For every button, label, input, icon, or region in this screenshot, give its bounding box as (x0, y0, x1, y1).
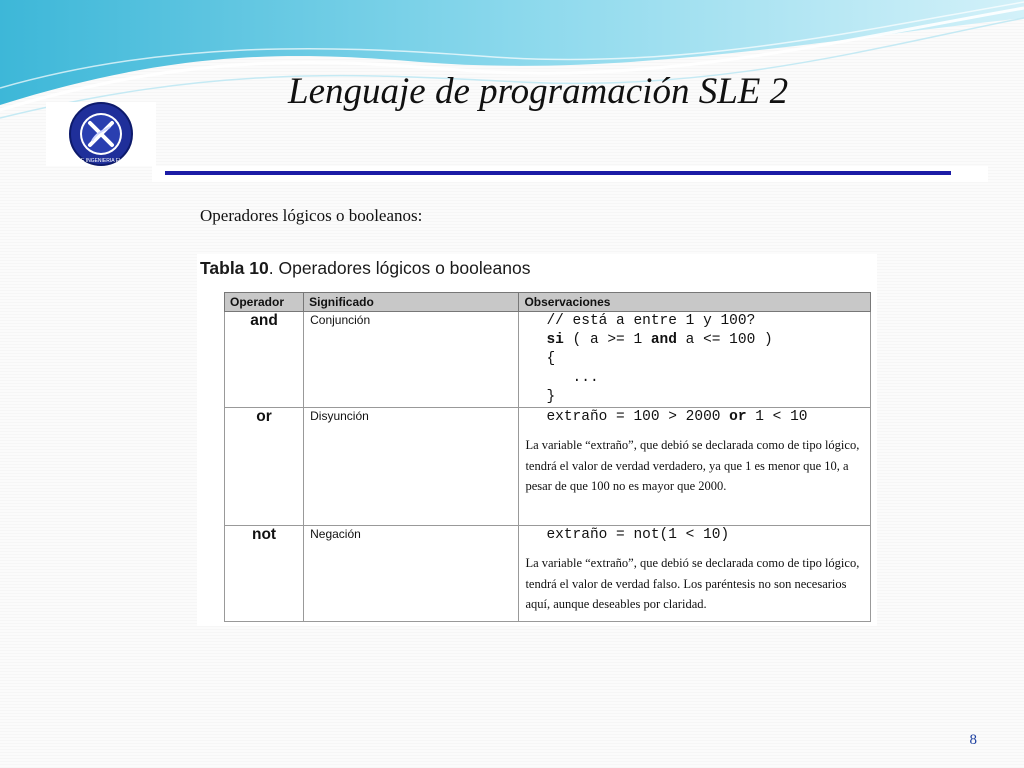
operators-table (224, 292, 871, 622)
page-number: 8 (969, 732, 977, 748)
logo-seal-icon (47, 101, 155, 167)
table-figure (197, 254, 877, 626)
code-line: // está a entre 1 y 100? (546, 313, 756, 329)
header-observations: Observaciones (519, 293, 871, 312)
slide-subtitle: Operadores lógicos o booleanos: (200, 206, 423, 225)
logo-text: PROGRAMA DE INGENIERIA ELECTRICA UTP (47, 158, 155, 164)
code-fragment: ( a >= 1 (563, 332, 651, 348)
meaning-cell: Conjunción (304, 312, 519, 408)
operator-cell: and (225, 312, 304, 408)
header-operator: Operador (225, 293, 304, 312)
title-underline (165, 171, 951, 175)
code-line: ... (546, 370, 599, 386)
code-line-or (519, 408, 870, 427)
observations-cell (519, 408, 871, 526)
code-line: } (546, 389, 556, 405)
meaning-cell: Disyunción (304, 408, 519, 526)
code-line: extraño = not(1 < 10) (546, 527, 730, 543)
table-row (225, 408, 871, 526)
code-fragment: extraño = 100 > 2000 (546, 409, 730, 425)
slide-title: Lenguaje de programación SLE 2 (288, 71, 789, 112)
operator-cell: or (225, 408, 304, 526)
table-header-row (225, 293, 871, 312)
code-fragment: 1 < 10 (746, 409, 808, 425)
table-caption-number: Tabla 10 (200, 258, 269, 278)
observation-note: La variable “extraño”, que debió se declarada como de tipo lógico, tendrá el valor de verdad falso. Los paréntesis no son necesarios aquí, aunque deseables por claridad. (525, 556, 860, 611)
code-line: { (546, 351, 556, 367)
university-logo (46, 102, 156, 166)
code-keyword: or (729, 409, 747, 425)
code-line-si (519, 331, 870, 350)
header-meaning: Significado (304, 293, 519, 312)
meaning-cell: Negación (304, 526, 519, 622)
observation-note: La variable “extraño”, que debió se declarada como de tipo lógico, tendrá el valor de verdad verdadero, ya que 1 es menor que 10, a pesar de que 100 no es mayor que 2000. (525, 438, 860, 493)
table-row (225, 312, 871, 408)
code-fragment: a <= 100 ) (676, 332, 773, 348)
code-keyword: and (650, 332, 677, 348)
code-keyword: si (546, 332, 564, 348)
table-caption (200, 258, 530, 279)
table-caption-text: . Operadores lógicos o booleanos (268, 258, 531, 278)
observations-cell (519, 526, 871, 622)
operator-cell: not (225, 526, 304, 622)
table-row (225, 526, 871, 622)
observations-cell (519, 312, 871, 408)
